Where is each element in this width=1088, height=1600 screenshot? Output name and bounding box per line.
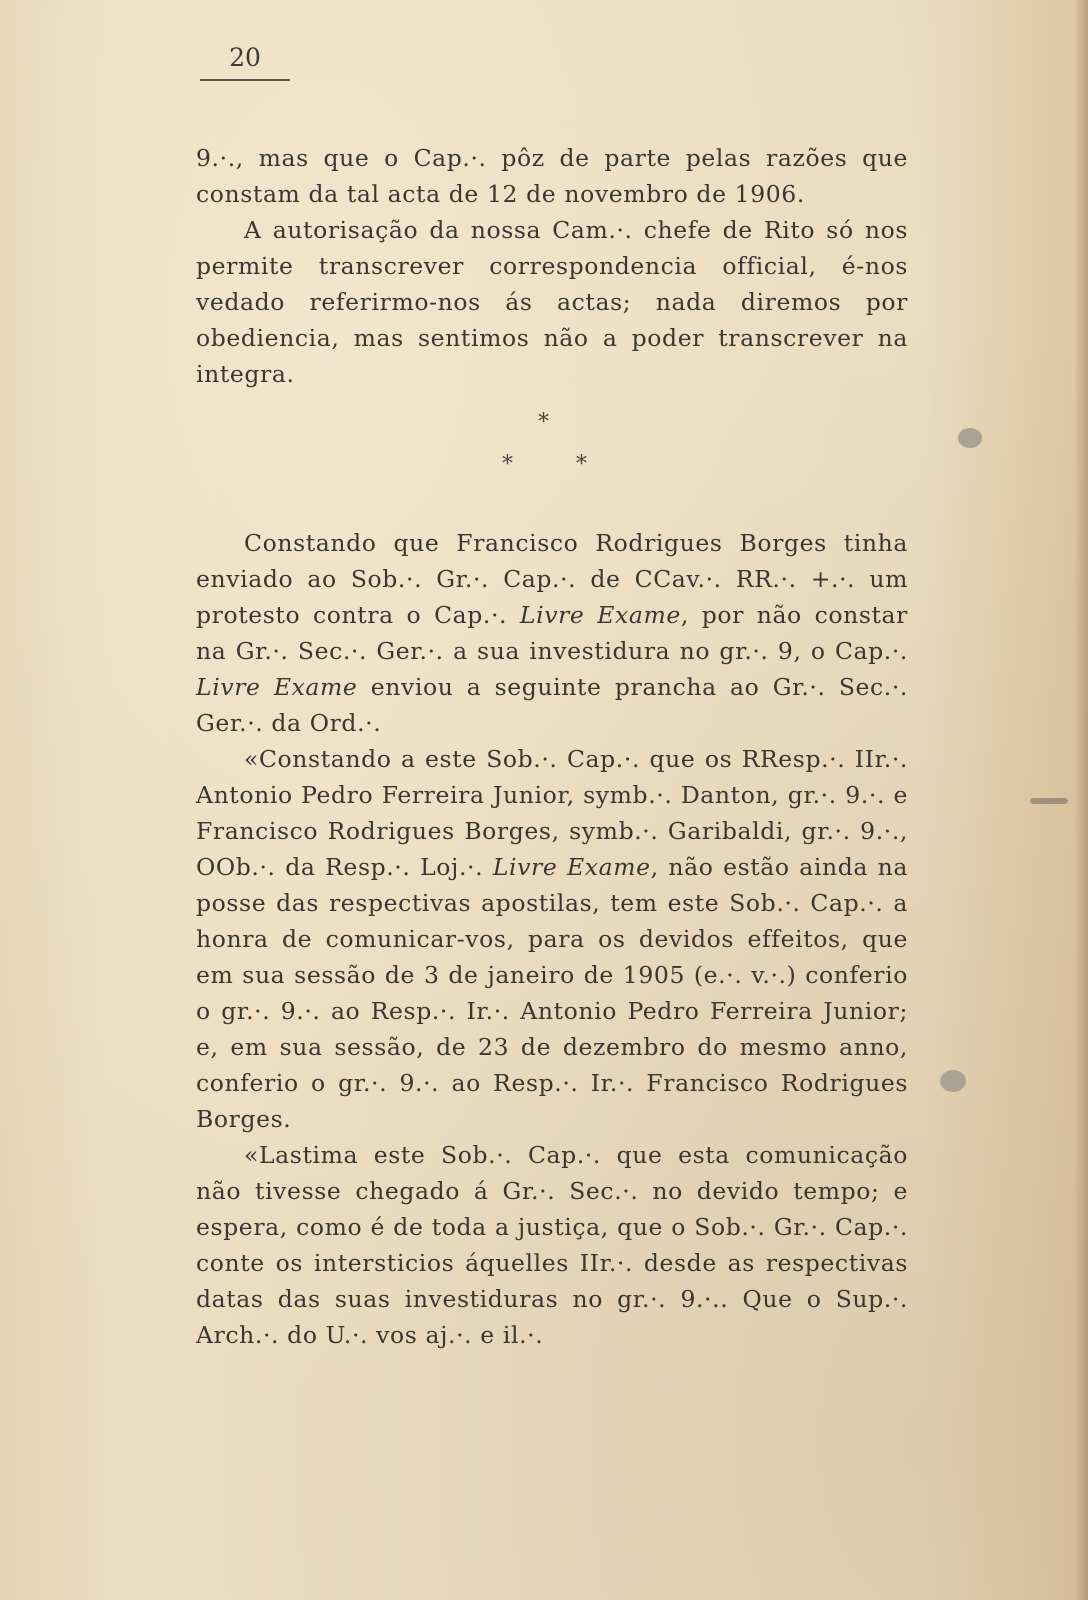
paper-blemish: [1030, 798, 1068, 804]
text-run: A autorisação da nossa Cam.·. chefe de Rito só nos permite transcrever correspondencia official, é-nos vedado referirmo-nos ás actas; nada diremos por obediencia, mas sentimos não a poder transcrever na integra.: [196, 216, 908, 388]
page-number: 20: [229, 43, 261, 72]
paragraph: [196, 212, 908, 392]
page-number-rule: [200, 79, 290, 81]
paper-blemish: [958, 428, 982, 448]
text-run: , não estão ainda na posse das respectivas apostilas, tem este Sob.·. Cap.·. a honra de comunicar-vos, para os devidos effeitos, que em sua sessão de 3 de janeiro de 1905 (e.·. v.·.) conferio o gr.·. 9.·. ao Resp.·. Ir.·. Antonio Pedro Ferreira Junior; e, em sua sessão, de 23 de dezembro do mesmo anno, conferio o gr.·. 9.·. ao Resp.·. Ir.·. Francisco Rodrigues Borges.: [196, 853, 909, 1133]
paragraph: [196, 525, 908, 741]
text-block-top: [196, 140, 908, 392]
text-run: 9.·., mas que o Cap.·. pôz de parte pelas razões que constam da tal acta de 12 de novembro de 1906.: [196, 144, 908, 208]
asterism-separator: [480, 410, 620, 480]
paragraph: [196, 741, 908, 1137]
paragraph: [196, 1137, 908, 1353]
asterisk: *: [538, 410, 549, 435]
asterisk: *: [502, 452, 513, 477]
paper-blemish: [940, 1070, 966, 1092]
asterisk: *: [576, 452, 587, 477]
text-run: «Lastima este Sob.·. Cap.·. que esta comunicação não tivesse chegado á Gr.·. Sec.·. no devido tempo; e espera, como é de toda a justiça, que o Sob.·. Gr.·. Cap.·. conte os intersticios áquelles IIr.·. desde as respectivas datas das suas investiduras no gr.·. 9.·.. Que o Sup.·. Arch.·. do U.·. vos aj.·. e il.·.: [196, 1141, 908, 1349]
text-run: Constando que Francisco Rodrigues Borges tinha enviado ao Sob.·. Gr.·. Cap.·. de CCav.·. RR.·. +.·. um protesto contra o Cap.·.: [196, 529, 908, 629]
page-edge-shadow: [1074, 0, 1088, 1600]
italic-run: Livre Exame: [492, 853, 651, 881]
text-block-bottom: [196, 525, 908, 1353]
text-run: enviou a seguinte prancha ao Gr.·. Sec.·. Ger.·. da Ord.·.: [196, 673, 908, 737]
paragraph: [196, 140, 908, 212]
italic-run: Livre Exame: [519, 601, 681, 629]
text-run: «Constando a este Sob.·. Cap.·. que os RResp.·. IIr.·. Antonio Pedro Ferreira Junior, symb.·. Danton, gr.·. 9.·. e Francisco Rodrigues Borges, symb.·. Garibaldi, gr.·. 9.·., OOb.·. da Resp.·. Loj.·.: [196, 745, 908, 881]
text-run: , por não constar na Gr.·. Sec.·. Ger.·. a sua investidura no gr.·. 9, o Cap.·.: [196, 601, 908, 665]
italic-run: Livre Exame: [196, 673, 358, 701]
